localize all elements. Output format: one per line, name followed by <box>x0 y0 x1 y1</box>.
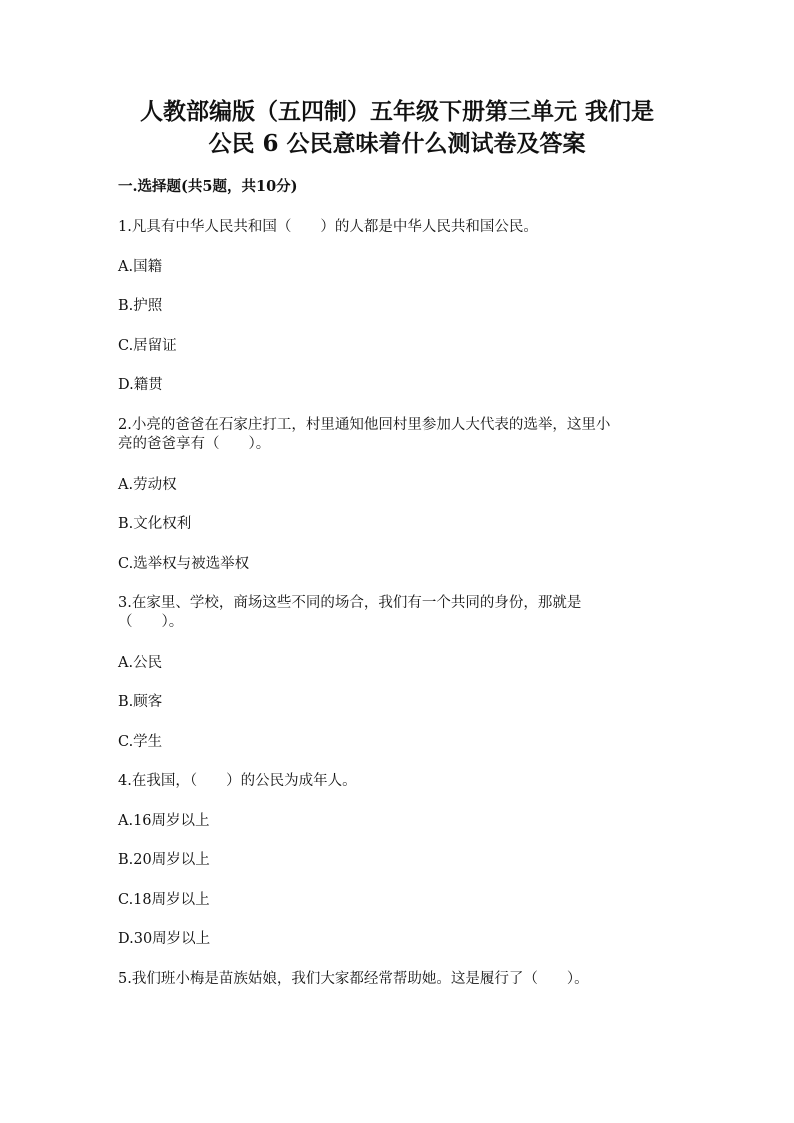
question-3-option-b: B.顾客 <box>118 694 163 710</box>
document-title-line-1: 人教部编版（五四制）五年级下册第三单元 我们是 <box>139 98 654 125</box>
question-4-stem: 4.在我国，（ ）的公民为成年人。 <box>118 773 357 789</box>
question-3-option-a: A.公民 <box>118 655 163 671</box>
question-3-stem-line-1: 3.在家里、学校，商场这些不同的场合，我们有一个共同的身份，那就是 <box>118 595 582 611</box>
question-2-option-c: C.选举权与被选举权 <box>118 556 250 572</box>
question-2-stem-line-1: 2.小亮的爸爸在石家庄打工，村里通知他回村里参加人大代表的选举，这里小 <box>118 417 611 433</box>
question-1-stem: 1.凡具有中华人民共和国（ ）的人都是中华人民共和国公民。 <box>118 219 538 235</box>
question-2-option-a: A.劳动权 <box>118 477 177 493</box>
question-1-option-a: A.国籍 <box>118 259 163 275</box>
document-title-line-2: 公民 6 公民意味着什么测试卷及答案 <box>208 130 586 157</box>
question-4-option-d: D.30周岁以上 <box>118 931 211 947</box>
question-4-option-b: B.20周岁以上 <box>118 852 210 868</box>
question-1-option-c: C.居留证 <box>118 338 177 354</box>
question-2-stem-line-2: 亮的爸爸享有（ ）。 <box>118 436 271 452</box>
question-3-stem-line-2: （ ）。 <box>118 614 184 630</box>
question-5-stem: 5.我们班小梅是苗族姑娘，我们大家都经常帮助她。这是履行了（ ）。 <box>118 971 589 987</box>
section-heading: 一.选择题(共5题，共10分) <box>118 178 298 195</box>
question-4-option-c: C.18周岁以上 <box>118 892 210 908</box>
question-2-option-b: B.文化权利 <box>118 516 192 532</box>
question-4-option-a: A.16周岁以上 <box>118 813 210 829</box>
question-1-option-d: D.籍贯 <box>118 377 163 393</box>
question-1-option-b: B.护照 <box>118 298 163 314</box>
question-3-option-c: C.学生 <box>118 734 163 750</box>
